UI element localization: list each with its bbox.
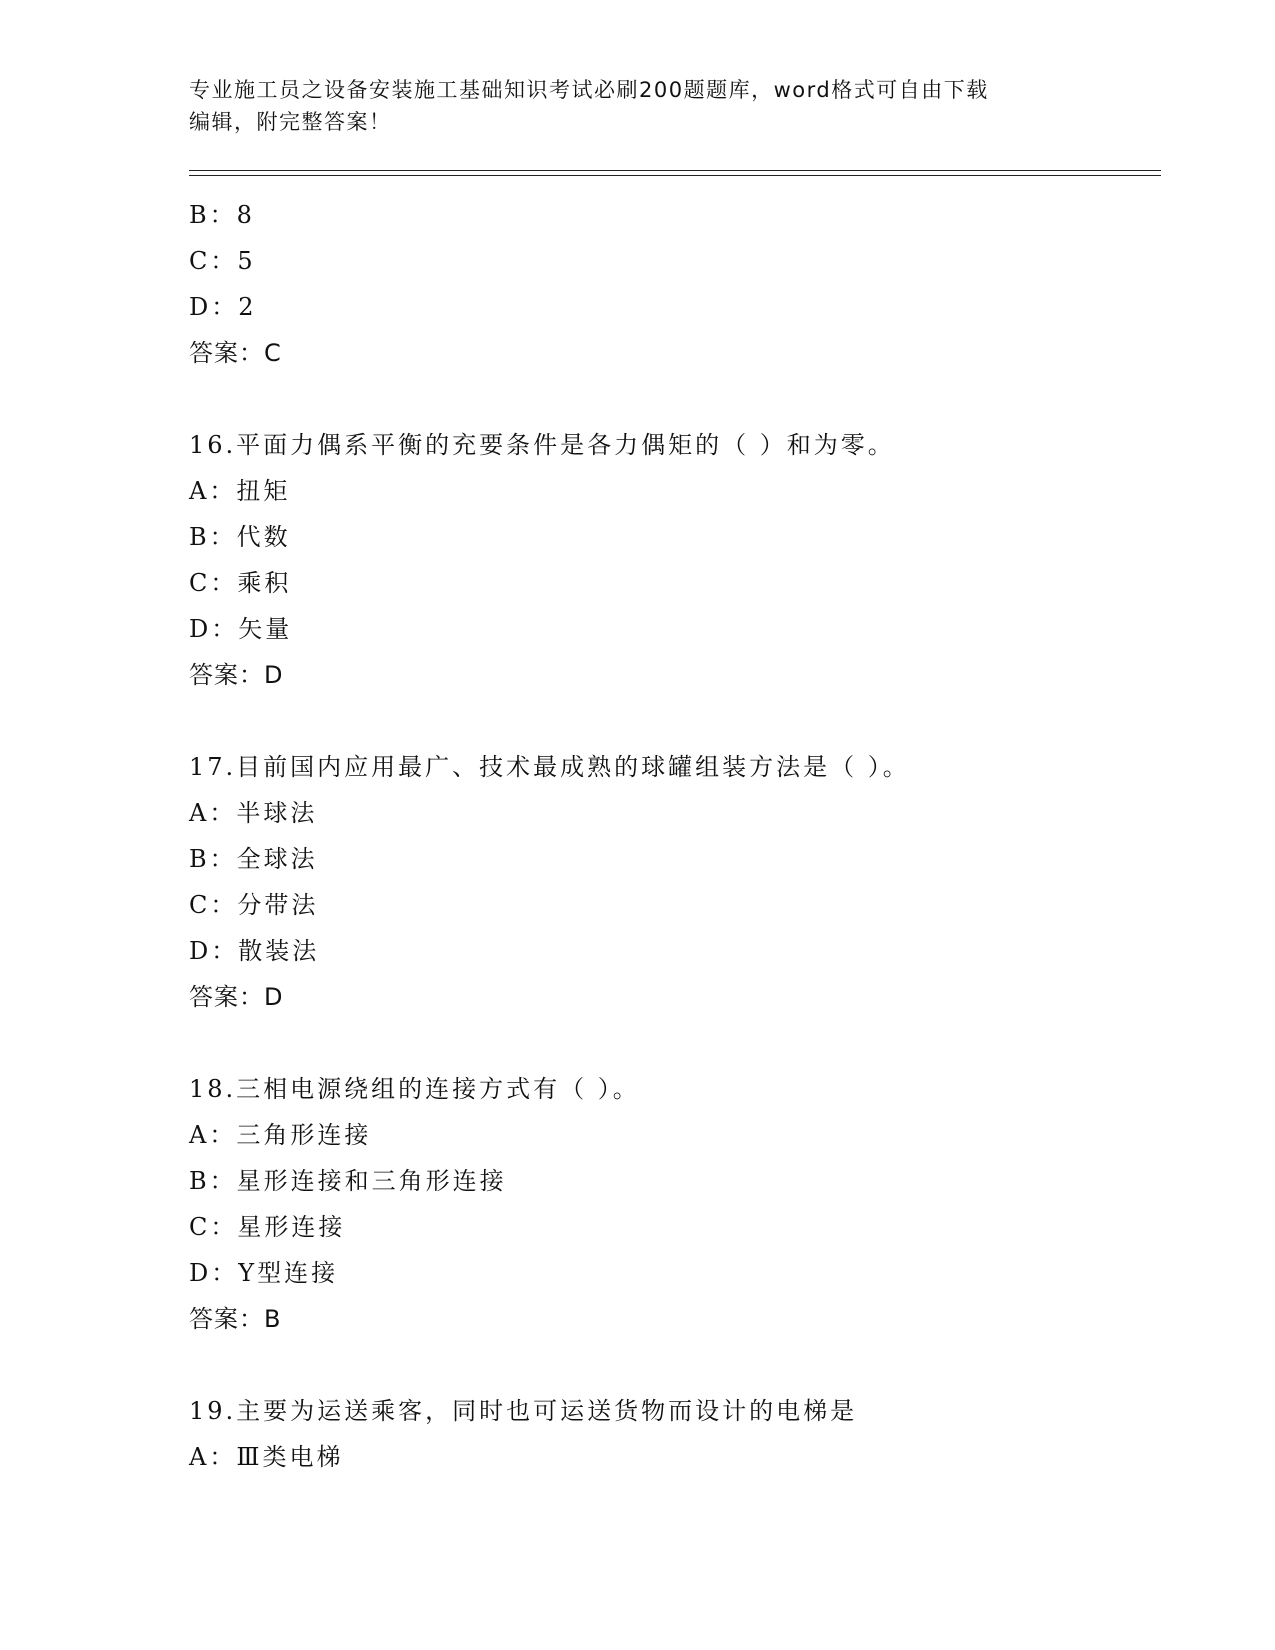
header-rule-top: [189, 170, 1161, 171]
header-rule-bottom: [189, 175, 1161, 176]
question-text: 16.平面力偶系平衡的充要条件是各力偶矩的（ ）和为零。: [189, 431, 895, 459]
answer: 答案：C: [189, 339, 282, 367]
question-text: 18.三相电源绕组的连接方式有（ ）。: [189, 1075, 640, 1103]
option-d: D：2: [189, 293, 257, 321]
answer: 答案：B: [189, 1305, 282, 1333]
option-d: D：Y型连接: [189, 1259, 339, 1287]
option-a: A：半球法: [189, 799, 318, 827]
option-b: B：代数: [189, 523, 291, 551]
option-b: B：全球法: [189, 845, 318, 873]
header-line-1: 专业施工员之设备安装施工基础知识考试必刷200题题库，word格式可自由下载: [189, 78, 989, 102]
question-list: [189, 192, 1149, 1480]
option-b: B：8: [189, 201, 255, 229]
option-a: A：Ⅲ类电梯: [189, 1443, 344, 1471]
option-d: D：矢量: [189, 615, 293, 643]
option-c: C：分带法: [189, 891, 319, 919]
option-a: A：扭矩: [189, 477, 291, 505]
question-text: 17.目前国内应用最广、技术最成熟的球罐组装方法是（ ）。: [189, 753, 910, 781]
answer: 答案：D: [189, 661, 284, 689]
header-line-2: 编辑，附完整答案！: [189, 110, 392, 134]
option-c: C：乘积: [189, 569, 292, 597]
document-header: [189, 74, 1089, 138]
option-c: C：5: [189, 247, 256, 275]
option-d: D：散装法: [189, 937, 320, 965]
option-b: B：星形连接和三角形连接: [189, 1167, 507, 1195]
answer: 答案：D: [189, 983, 284, 1011]
question-text: 19.主要为运送乘客，同时也可运送货物而设计的电梯是: [189, 1397, 858, 1425]
option-a: A：三角形连接: [189, 1121, 372, 1149]
option-c: C：星形连接: [189, 1213, 346, 1241]
